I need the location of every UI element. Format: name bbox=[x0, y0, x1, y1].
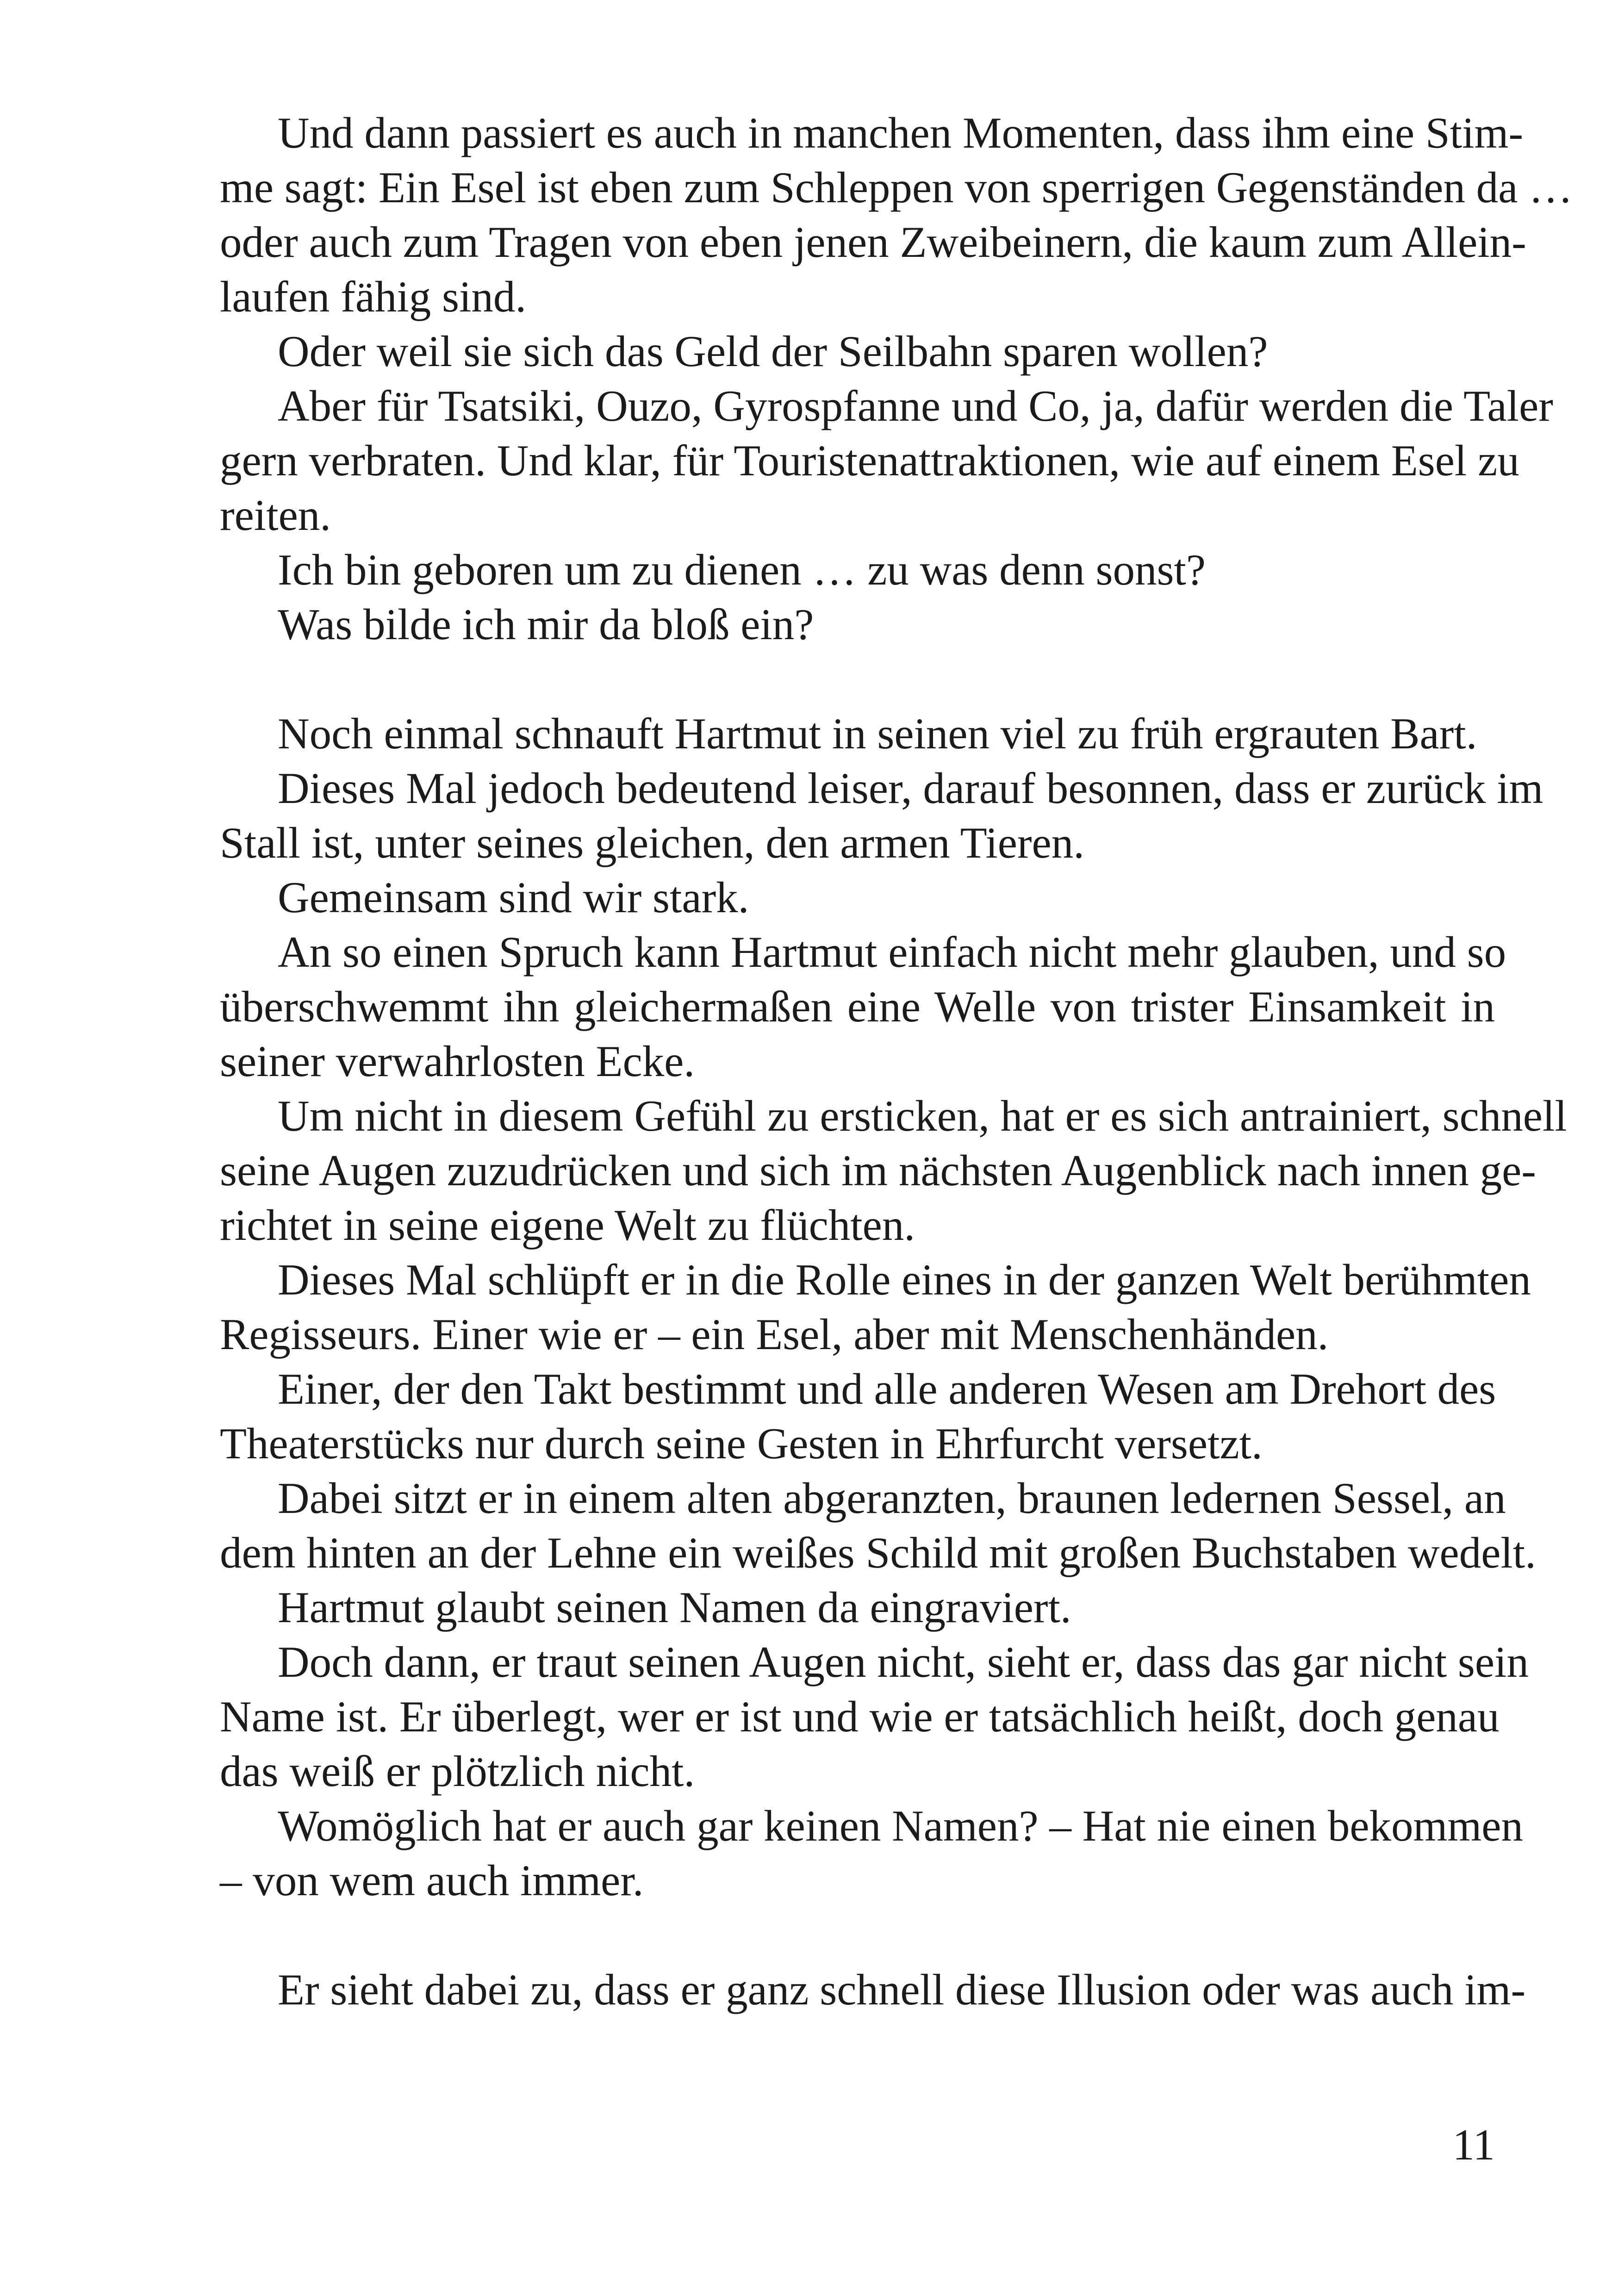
text-line: gern verbraten. Und klar, für Touristenattraktionen, wie auf einem Esel zu bbox=[220, 436, 1519, 485]
text-line: Stall ist, unter seines gleichen, den armen Tieren. bbox=[220, 818, 1084, 867]
text-line: dem hinten an der Lehne ein weißes Schild mit großen Buchstaben wedelt. bbox=[220, 1528, 1536, 1577]
text-line: seine Augen zuzudrücken und sich im nächsten Augenblick nach innen ge- bbox=[220, 1146, 1536, 1195]
text-line: reiten. bbox=[220, 491, 331, 540]
text-line: Er sieht dabei zu, dass er ganz schnell diese Illusion oder was auch im- bbox=[278, 1965, 1526, 2014]
text-line: Theaterstücks nur durch seine Gesten in Ehrfurcht versetzt. bbox=[220, 1419, 1263, 1468]
paragraph bbox=[162, 870, 1495, 925]
text-line: An so einen Spruch kann Hartmut einfach nicht mehr glauben, und so bbox=[278, 927, 1506, 977]
text-line: Dabei sitzt er in einem alten abgeranzten, braunen ledernen Sessel, an bbox=[278, 1474, 1506, 1523]
section-break bbox=[162, 652, 1495, 706]
text-line: Noch einmal schnauft Hartmut in seinen viel zu früh ergrauten Bart. bbox=[278, 709, 1477, 758]
text-line: Gemeinsam sind wir stark. bbox=[278, 873, 749, 922]
paragraph bbox=[162, 1252, 1531, 1362]
text-line: Oder weil sie sich das Geld der Seilbahn sparen wollen? bbox=[278, 327, 1268, 376]
text-line: oder auch zum Tragen von eben jenen Zweibeinern, die kaum zum Allein- bbox=[220, 218, 1526, 267]
text-line: Doch dann, er traut seinen Augen nicht, sieht er, dass das gar nicht sein bbox=[278, 1637, 1529, 1686]
text-line: laufen fähig sind. bbox=[220, 272, 527, 321]
text-line: Regisseurs. Einer wie er – ein Esel, aber mit Menschenhänden. bbox=[220, 1310, 1329, 1359]
paragraph bbox=[162, 542, 1495, 597]
paragraph bbox=[162, 106, 1573, 324]
text-line: Einer, der den Takt bestimmt und alle anderen Wesen am Drehort des bbox=[278, 1364, 1496, 1413]
text-line: me sagt: Ein Esel ist eben zum Schleppen von sperrigen Gegenständen da … bbox=[220, 163, 1573, 212]
text-line: seiner verwahrlosten Ecke. bbox=[220, 1037, 695, 1086]
text-line: Was bilde ich mir da bloß ein? bbox=[278, 600, 814, 649]
paragraph bbox=[162, 1635, 1529, 1798]
text-line: Dieses Mal schlüpft er in die Rolle eines in der ganzen Welt berühmten bbox=[278, 1255, 1531, 1304]
text-line: Dieses Mal jedoch bedeutend leiser, darauf besonnen, dass er zurück im bbox=[278, 764, 1543, 813]
text-line: überschwemmt ihn gleichermaßen eine Welle von trister Einsamkeit in bbox=[220, 982, 1495, 1031]
text-line: richtet in seine eigene Welt zu flüchten. bbox=[220, 1201, 915, 1250]
body-text bbox=[162, 106, 1573, 2017]
text-line: Ich bin geboren um zu dienen … zu was denn sonst? bbox=[278, 545, 1206, 594]
paragraph bbox=[162, 324, 1495, 379]
paragraph bbox=[162, 1580, 1495, 1635]
text-line: Hartmut glaubt seinen Namen da eingraviert. bbox=[278, 1583, 1071, 1632]
paragraph bbox=[162, 925, 1506, 1089]
paragraph bbox=[162, 1471, 1536, 1580]
text-line: Um nicht in diesem Gefühl zu ersticken, hat er es sich antrainiert, schnell bbox=[278, 1091, 1567, 1140]
paragraph bbox=[162, 706, 1495, 761]
paragraph bbox=[162, 597, 1495, 652]
text-line: – von wem auch immer. bbox=[220, 1856, 644, 1905]
section-break bbox=[162, 1908, 1495, 1962]
text-line: Name ist. Er überlegt, wer er ist und wie er tatsächlich heißt, doch genau bbox=[220, 1692, 1500, 1741]
paragraph bbox=[162, 379, 1553, 542]
paragraph bbox=[162, 761, 1543, 870]
paragraph bbox=[162, 1798, 1523, 1908]
text-line: Womöglich hat er auch gar keinen Namen? – Hat nie einen bekommen bbox=[278, 1801, 1523, 1850]
paragraph bbox=[162, 1962, 1526, 2017]
text-line: Und dann passiert es auch in manchen Momenten, dass ihm eine Stim- bbox=[278, 108, 1524, 157]
text-line: das weiß er plötzlich nicht. bbox=[220, 1747, 695, 1796]
text-line: Aber für Tsatsiki, Ouzo, Gyrospfanne und Co, ja, dafür werden die Taler bbox=[278, 381, 1553, 430]
page-number: 11 bbox=[1452, 2120, 1495, 2169]
paragraph bbox=[162, 1362, 1495, 1471]
paragraph bbox=[162, 1089, 1567, 1252]
